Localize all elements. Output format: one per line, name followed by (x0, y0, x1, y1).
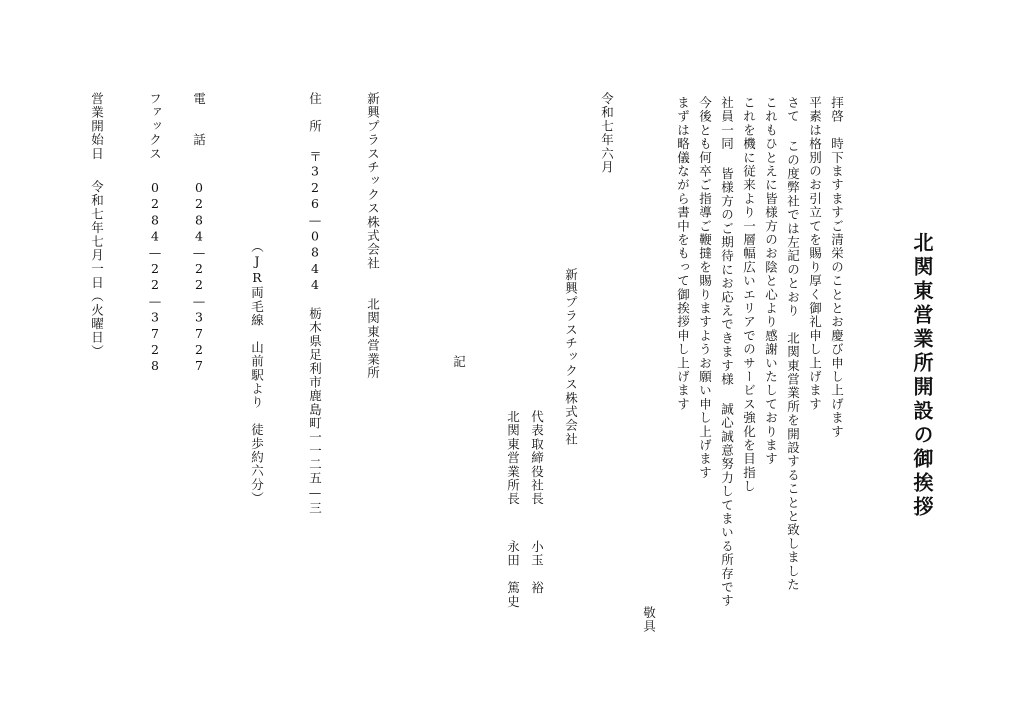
body-line-7: 今後とも何卒ご指導ご鞭撻を賜りますようお願い申し上げます (697, 96, 713, 480)
body-line-4: これもひとえに皆様方のお陰と心より感謝いたしております (763, 96, 779, 466)
body-line-5: これを機に従来より一層幅広いエリアでのサービス強化を目指し (741, 96, 757, 494)
sender-2-name: 永田 篤史 (505, 540, 521, 609)
detail-opening-value: 令和七年七月一日（火曜日） (89, 180, 105, 359)
detail-opening-label: 営業開始日 (89, 92, 105, 161)
detail-address-label: 住 所 (307, 92, 323, 134)
detail-phone-label: 電 話 (191, 92, 207, 147)
sender-2-title: 北関東営業所長 (505, 410, 521, 506)
body-line-3: さて この度弊社では左記のとおり 北関東営業所を開設することと致しました (785, 96, 801, 592)
body-line-6: 社員一同 皆様方のご期待にお応えできます様 誠心誠意努力してまいる所存です (719, 96, 735, 608)
detail-office-name: 新興プラスチックス株式会社 北関東営業所 (365, 92, 381, 380)
body-line-1: 拝啓 時下ますますご清栄のこととお慶び申し上げます (829, 96, 845, 439)
sender-1-title: 代表取締役社長 (529, 410, 545, 506)
closing-keigu: 敬具 (641, 606, 657, 634)
document-title: 北関東営業所開設の御挨拶 (910, 232, 934, 520)
body-line-8: まずは略儀ながら書中をもって御挨拶申し上げます (675, 96, 691, 412)
body-line-2: 平素は格別のお引立てを賜り厚く御礼申し上げます (807, 96, 823, 412)
sender-1-name: 小玉 裕 (529, 540, 545, 595)
detail-phone-value: 0284—22—3727 (191, 180, 207, 375)
detail-fax-value: 0284—22—3728 (147, 180, 163, 375)
detail-fax-label: ファックス (147, 92, 163, 161)
letter-date: 令和七年六月 (599, 92, 615, 175)
sender-company: 新興プラスチックス株式会社 (563, 268, 579, 447)
ki-marker: 記 (451, 355, 467, 369)
detail-address-value: 〒326—0844 栃木県足利市鹿島町一一二五—三 (307, 150, 323, 515)
detail-access: （JR両毛線 山前駅より 徒歩約六分） (249, 240, 265, 506)
